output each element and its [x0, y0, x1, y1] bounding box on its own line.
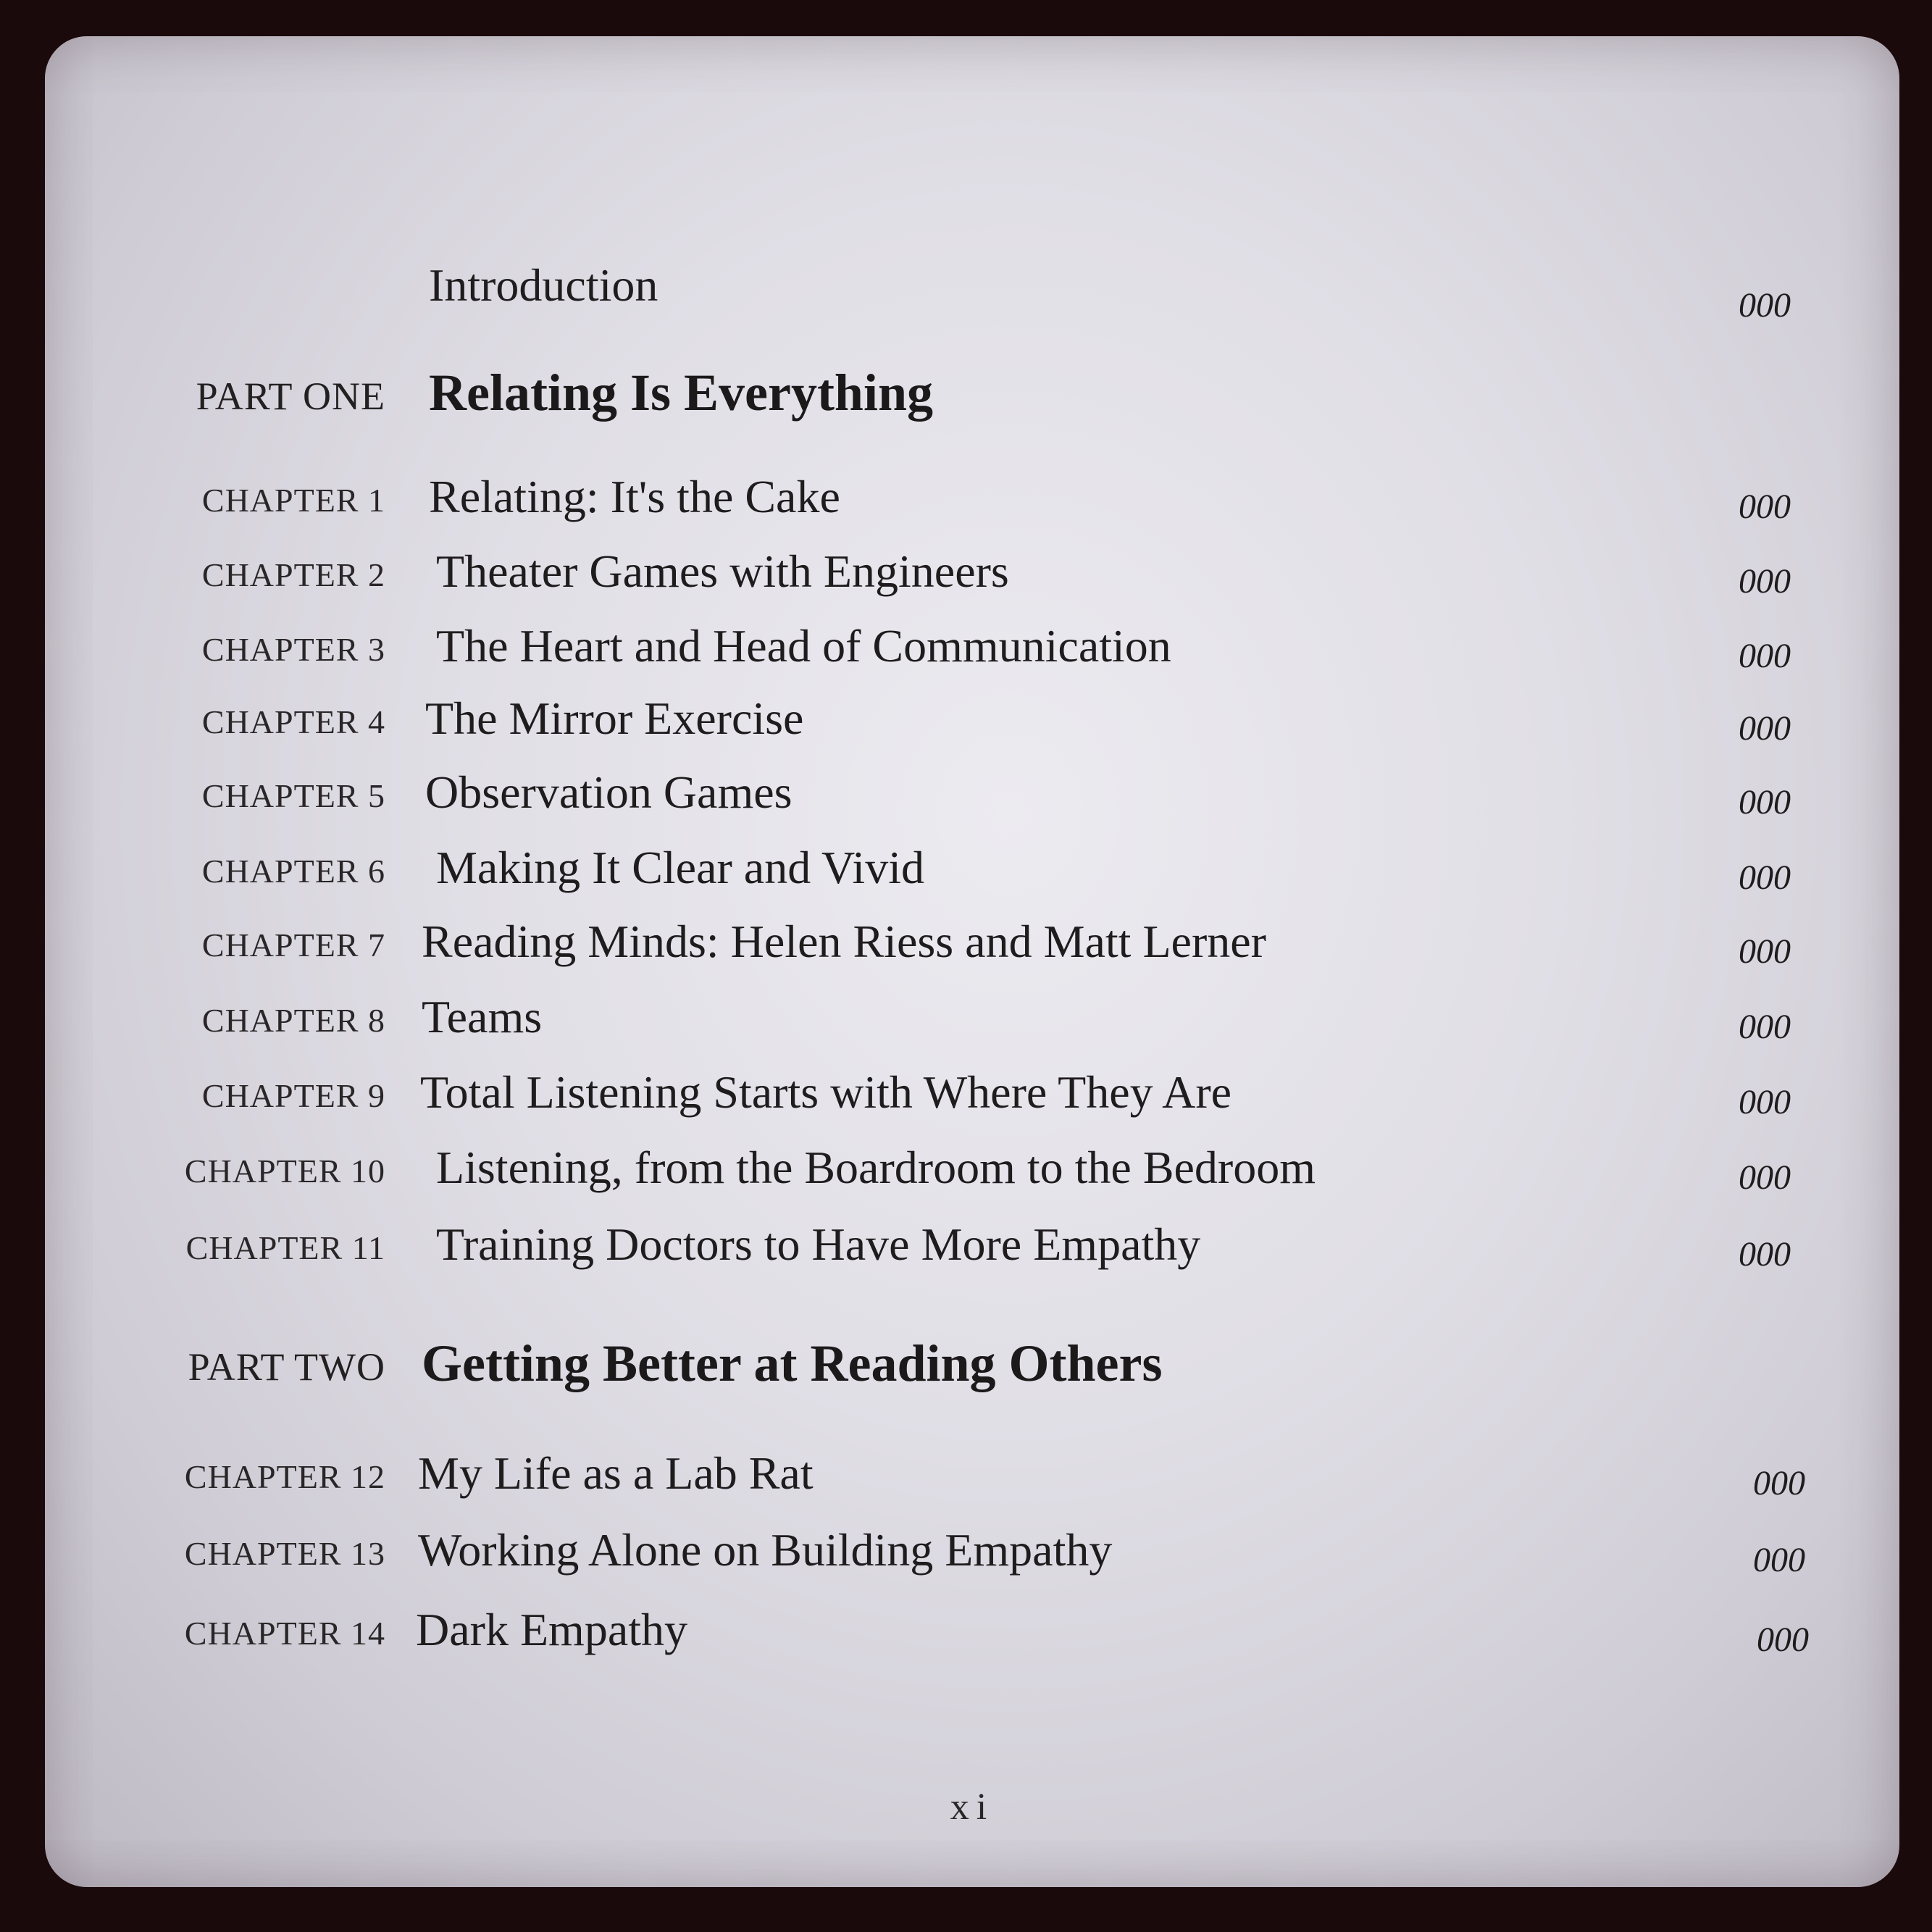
toc-row-chapter-14[interactable] — [45, 1598, 1899, 1663]
toc-page-number: 000 — [1739, 1158, 1791, 1197]
part-title: Relating Is Everything — [429, 364, 934, 422]
chapter-label: CHAPTER 12 — [184, 1458, 385, 1495]
toc-page-number: 000 — [1739, 637, 1791, 675]
chapter-label: CHAPTER 11 — [185, 1229, 385, 1266]
chapter-title: Theater Games with Engineers — [436, 545, 1009, 597]
chapter-title: Reading Minds: Helen Riess and Matt Lerner — [422, 916, 1266, 967]
chapter-title: Total Listening Starts with Where They Are — [420, 1066, 1232, 1118]
chapter-title: Dark Empathy — [416, 1604, 687, 1655]
toc-row-chapter-6[interactable] — [45, 836, 1899, 901]
toc-page-number: 000 — [1753, 1464, 1805, 1502]
part-label: PART ONE — [196, 375, 385, 418]
toc-row-chapter-7[interactable] — [45, 910, 1899, 975]
chapter-label: CHAPTER 9 — [201, 1077, 385, 1114]
toc-row-chapter-2[interactable] — [45, 540, 1899, 605]
chapter-label: CHAPTER 6 — [201, 853, 385, 890]
toc-page-number: 000 — [1739, 932, 1791, 971]
book-page — [45, 36, 1899, 1887]
toc-row-introduction[interactable] — [45, 254, 1899, 325]
toc-row-chapter-13[interactable] — [45, 1518, 1899, 1584]
toc-title: Introduction — [429, 259, 658, 311]
toc-row-chapter-10[interactable] — [45, 1136, 1899, 1201]
toc-row-chapter-8[interactable] — [45, 985, 1899, 1050]
chapter-title: Working Alone on Building Empathy — [418, 1524, 1113, 1576]
toc-page-number: 000 — [1739, 1083, 1791, 1121]
chapter-title: Training Doctors to Have More Empathy — [436, 1218, 1201, 1270]
chapter-label: CHAPTER 14 — [184, 1615, 385, 1652]
toc-page-number: 000 — [1753, 1541, 1805, 1579]
toc-page-number: 000 — [1739, 286, 1791, 325]
chapter-label: CHAPTER 13 — [184, 1535, 385, 1572]
toc-part-one[interactable] — [45, 364, 1899, 429]
chapter-label: CHAPTER 2 — [201, 556, 385, 593]
chapter-title: Making It Clear and Vivid — [436, 842, 924, 893]
toc-part-two[interactable] — [45, 1334, 1899, 1400]
chapter-label: CHAPTER 3 — [201, 631, 385, 668]
toc-page-number: 000 — [1739, 562, 1791, 601]
part-title: Getting Better at Reading Others — [422, 1334, 1163, 1392]
chapter-title: Observation Games — [425, 766, 793, 818]
chapter-label: CHAPTER 8 — [201, 1002, 385, 1039]
toc-page-number: 000 — [1739, 783, 1791, 821]
toc-row-chapter-11[interactable] — [45, 1213, 1899, 1278]
chapter-label: CHAPTER 7 — [201, 927, 385, 963]
chapter-label: CHAPTER 10 — [184, 1153, 385, 1189]
toc-row-chapter-3[interactable] — [45, 614, 1899, 679]
chapter-title: Relating: It's the Cake — [429, 471, 840, 522]
toc-row-chapter-1[interactable] — [45, 465, 1899, 530]
page-number-footer: xi — [950, 1786, 995, 1828]
toc-page-number: 000 — [1739, 709, 1791, 748]
chapter-title: The Heart and Head of Communication — [436, 620, 1171, 672]
toc-row-chapter-12[interactable] — [45, 1442, 1899, 1507]
chapter-label: CHAPTER 5 — [201, 777, 385, 814]
toc-row-chapter-4[interactable] — [45, 687, 1899, 752]
toc-row-chapter-5[interactable] — [45, 761, 1899, 826]
toc-row-chapter-9[interactable] — [45, 1061, 1899, 1126]
chapter-title: Teams — [422, 991, 543, 1042]
table-of-contents — [45, 36, 1899, 1887]
chapter-title: Listening, from the Boardroom to the Bedroom — [436, 1142, 1316, 1193]
toc-page-number: 000 — [1739, 858, 1791, 897]
chapter-title: The Mirror Exercise — [425, 693, 804, 744]
chapter-label: CHAPTER 1 — [201, 482, 385, 519]
toc-page-number: 000 — [1739, 488, 1791, 526]
part-label: PART TWO — [188, 1345, 385, 1389]
chapter-title: My Life as a Lab Rat — [418, 1447, 814, 1499]
toc-page-number: 000 — [1739, 1235, 1791, 1274]
toc-page-number: 000 — [1757, 1621, 1809, 1659]
toc-page-number: 000 — [1739, 1008, 1791, 1046]
chapter-label: CHAPTER 4 — [201, 703, 385, 740]
